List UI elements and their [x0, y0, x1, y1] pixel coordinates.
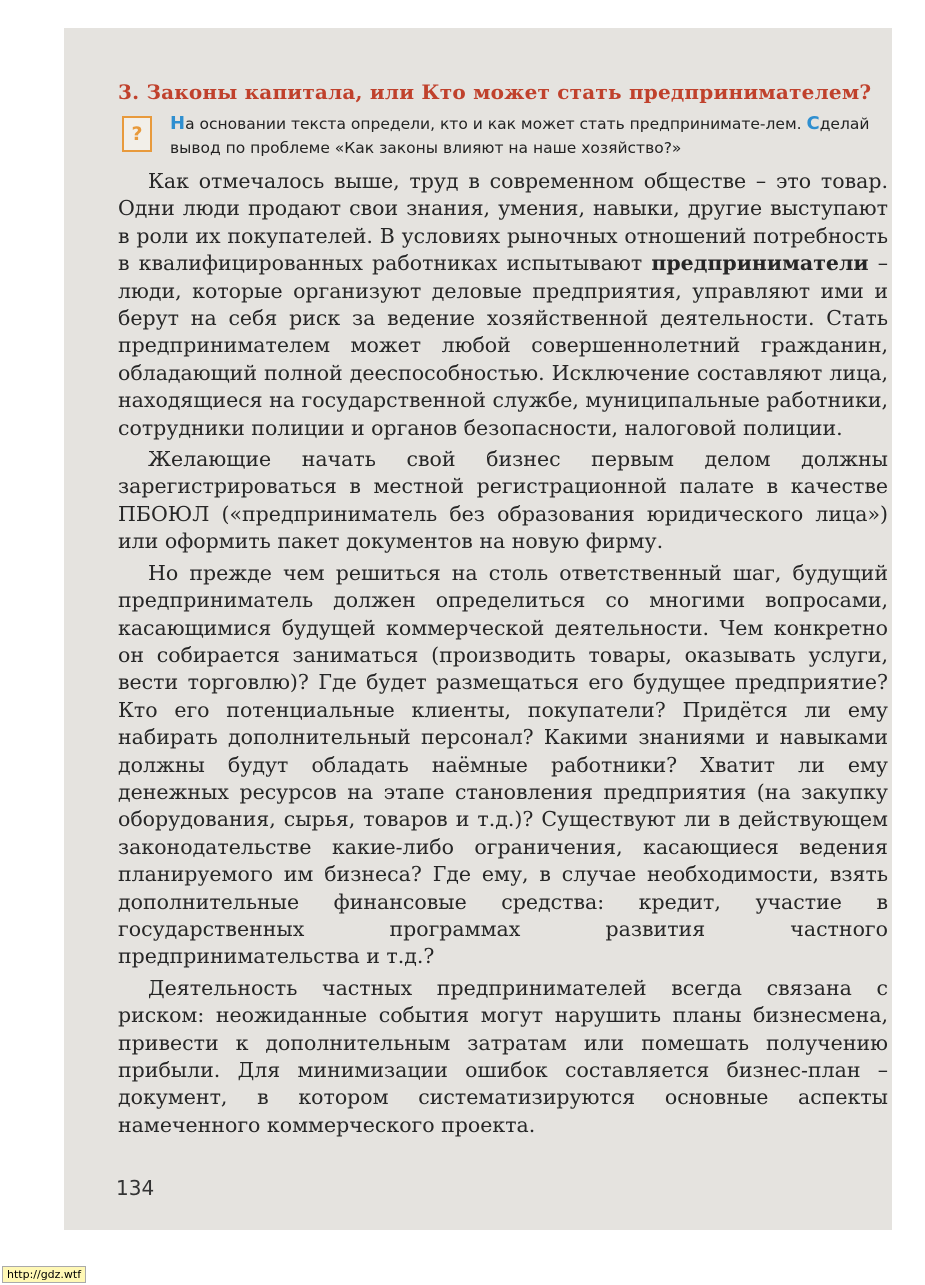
watermark-link[interactable]: http://gdz.wtf [2, 1266, 86, 1283]
paragraph-1 [118, 168, 888, 442]
paragraph-1-end: – люди, которые организуют деловые предприятия, управляют ими и берут на себя риск за ведение хозяйственной деятельности. Стать предпринимателем может любой совершеннолетний гражданин, обладающий полной дееспособностью. Исключение составляют лица, находящиеся на государственной службе, муниципальные работники, сотрудники полиции и органов безопасности, налоговой полиции. [118, 251, 888, 440]
task-text-1: а основании текста определи, кто и как может стать предпринимате-лем. [185, 115, 807, 133]
paragraph-1-start: Как отмечалось выше, труд в современном обществе – это товар. Одни люди продают свои знания, умения, навыки, другие выступают в роли их покупателей. В условиях рыночных отношений потребность в квалифицированных работниках испытывают [118, 169, 888, 276]
paragraph-4: Деятельность частных предпринимателей всегда связана с риском: неожиданные события могут нарушить планы бизнесмена, привести к дополнительным затратам или помешать получению прибыли. Для минимизации ошибок составляется бизнес-план – документ, в котором систематизируются основные аспекты намеченного коммерческого проекта. [118, 975, 888, 1137]
scanned-page [64, 28, 892, 1230]
paragraph-2: Желающие начать свой бизнес первым делом должны зарегистрироваться в местной регистрационной палате в качестве ПБОЮЛ («предприниматель без образования юридического лица») или оформить пакет документов на новую фирму. [118, 447, 888, 554]
section-heading: 3. Законы капитала, или Кто может стать предпринимателем? [118, 80, 872, 104]
page-number: 134 [116, 1176, 155, 1200]
task-initial-1: Н [170, 113, 186, 134]
question-icon: ? [122, 116, 152, 152]
paragraph-3: Но прежде чем решиться на столь ответственный шаг, будущий предприниматель должен определиться со многими вопросами, касающимися будущей коммерческой деятельности. Чем конкретно он собирается заниматься (производить товары, оказывать услуги, вести торговлю)? Где будет размещаться его будущее предприятие? Кто его потенциальные клиенты, покупатели? Придётся ли ему набирать дополнительный персонал? Какими знаниями и навыками должны будут обладать наёмные работники? Хватит ли ему денежных ресурсов на этапе становления предприятия (на закупку оборудования, сырья, товаров и т.д.)? Существуют ли в действующем законодательстве какие-либо ограничения, касающиеся ведения планируемого им бизнеса? Где ему, в случае необходимости, взять дополнительные финансовые средства: кредит, участие в государственных программах развития частного предпринимательства и т.д.? [118, 560, 888, 969]
page-content [118, 80, 888, 1143]
task-block [118, 112, 888, 160]
term-entrepreneurs: предприниматели [651, 251, 869, 276]
task-text-2: делай вывод по проблеме «Как законы влияют на наше хозяйство?» [170, 115, 870, 157]
task-initial-2: С [806, 113, 820, 134]
